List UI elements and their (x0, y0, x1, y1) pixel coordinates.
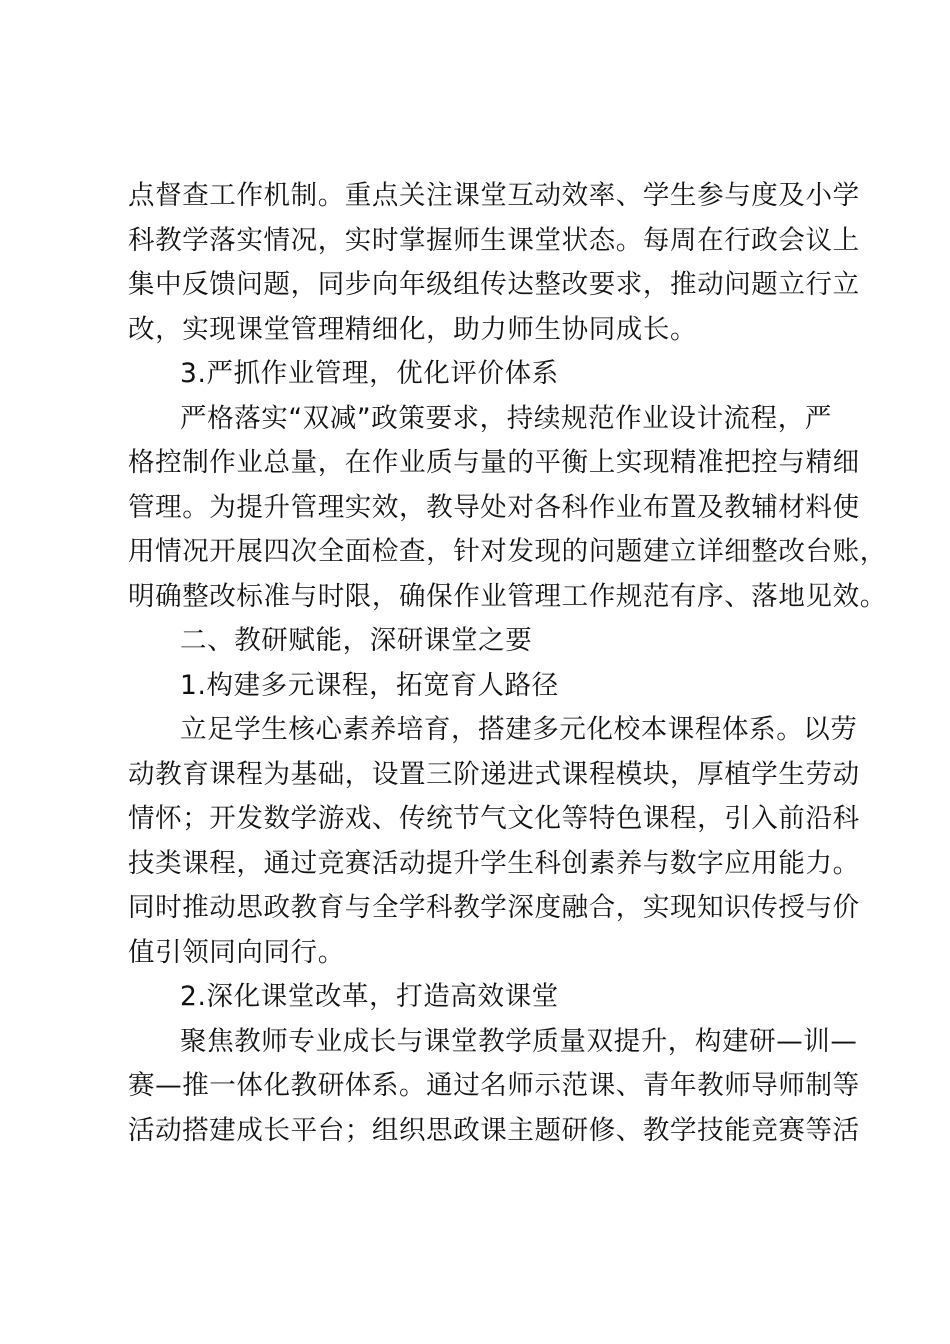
subsection-heading: 3.严抓作业管理，优化评价体系 (180, 358, 559, 389)
text-line: 情怀；开发数学游戏、传统节气文化等特色课程，引入前沿科 (128, 803, 860, 834)
text-line: 技类课程，通过竞赛活动提升学生科创素养与数字应用能力。 (128, 847, 860, 879)
subsection-heading: 1.构建多元课程，拓宽育人路径 (180, 669, 559, 701)
text-line: 活动搭建成长平台；组织思政课主题研修、教学技能竞赛等活 (128, 1114, 860, 1146)
text-line: 改，实现课堂管理精细化，助力师生协同成长。 (128, 313, 698, 345)
text-line: 值引领同向同行。 (128, 936, 345, 968)
text-line: 管理。为提升管理实效，教导处对各科作业布置及教辅材料使 (128, 491, 860, 523)
text-line: 格控制作业总量，在作业质与量的平衡上实现精准把控与精细 (128, 447, 860, 478)
text-line: 聚焦教师专业成长与课堂教学质量双提升，构建研—训— (180, 1025, 858, 1057)
text-line: 科教学落实情况，实时掌握师生课堂状态。每周在行政会议上 (128, 224, 860, 256)
text-line: 立足学生核心素养培育，搭建多元化校本课程体系。以劳 (180, 714, 858, 745)
text-line: 集中反馈问题，同步向年级组传达整改要求，推动问题立行立 (128, 269, 860, 300)
text-line: 明确整改标准与时限，确保作业管理工作规范有序、落地见效。 (128, 580, 887, 612)
text-line: 动教育课程为基础，设置三阶递进式课程模块，厚植学生劳动 (128, 758, 860, 790)
document-body (128, 174, 887, 1153)
text-line: 同时推动思政教育与全学科教学深度融合，实现知识传授与价 (128, 892, 860, 923)
text-line: 点督查工作机制。重点关注课堂互动效率、学生参与度及小学 (128, 180, 860, 211)
section-heading: 二、教研赋能，深研课堂之要 (180, 625, 533, 656)
subsection-heading: 2.深化课堂改革，打造高效课堂 (180, 981, 559, 1012)
text-line: 用情况开展四次全面检查，针对发现的问题建立详细整改台账， (128, 536, 887, 567)
text-line: 赛—推一体化教研体系。通过名师示范课、青年教师导师制等 (128, 1070, 860, 1101)
text-line: 严格落实“双减”政策要求，持续规范作业设计流程，严 (180, 402, 832, 434)
